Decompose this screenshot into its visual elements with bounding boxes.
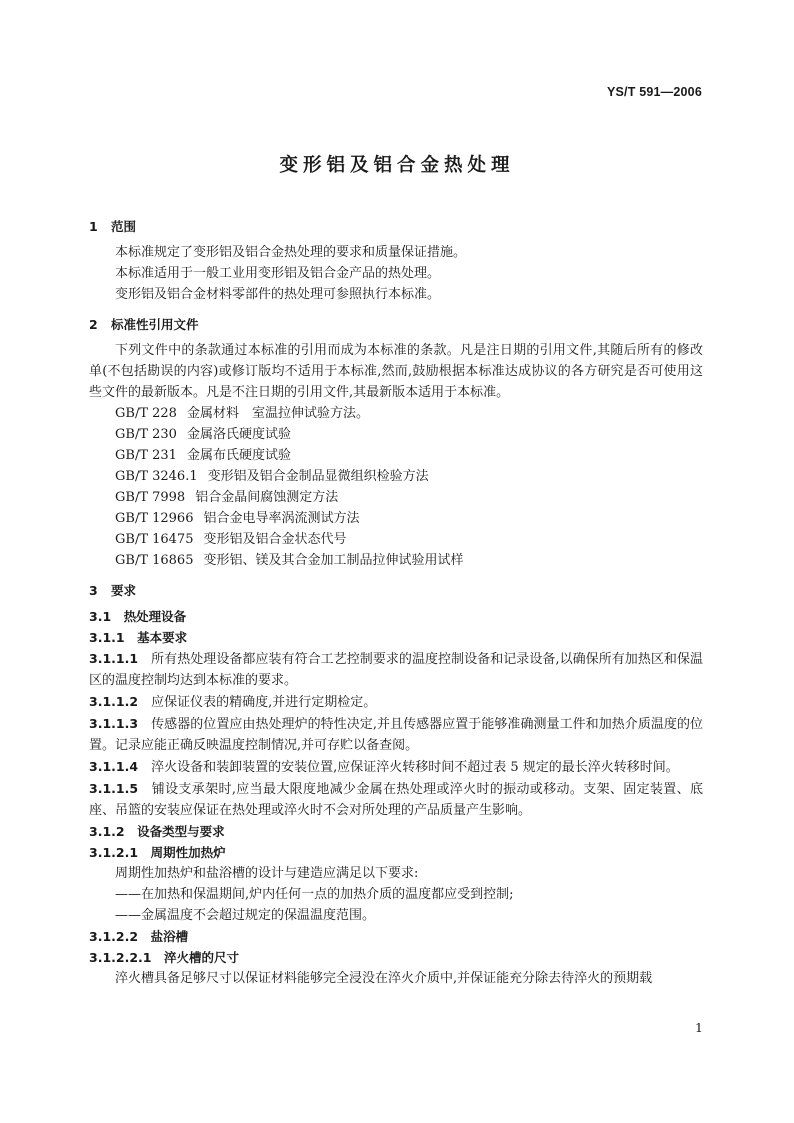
reference-item: GB/T 12966 铝合金电导率涡流测试方法 <box>115 511 360 526</box>
section-3-1-2-2-heading: 3.1.2.2 盐浴槽 <box>89 929 189 944</box>
reference-item: GB/T 3246.1 变形铝及铝合金制品显微组织检验方法 <box>115 469 429 484</box>
section-3-heading: 3 要求 <box>89 583 137 598</box>
standard-code: YS/T 591—2006 <box>606 85 702 99</box>
section-3-1-2-1-heading: 3.1.2.1 周期性加热炉 <box>89 845 226 860</box>
section-3-1-heading: 3.1 热处理设备 <box>89 609 187 624</box>
reference-item: GB/T 7998 铝合金晶间腐蚀测定方法 <box>115 490 339 505</box>
reference-item: GB/T 228 金属材料 室温拉伸试验方法。 <box>115 406 369 421</box>
section-1-para-3: 变形铝及铝合金材料零部件的热处理可参照执行本标准。 <box>115 287 441 302</box>
clause-3-1-2-1-text: 周期性加热炉和盐浴槽的设计与建造应满足以下要求: <box>115 866 419 881</box>
clause-3-1-1-2: 3.1.1.2 应保证仪表的精确度,并进行定期检定。 <box>89 694 377 710</box>
clause-3-1-2-1-item-2: ——金属温度不会超过规定的保温温度范围。 <box>115 908 376 923</box>
clause-3-1-1-5: 3.1.1.5 铺设支承架时,应当最大限度地减少金属在热处理或淬火时的振动或移动。支架、固定装置、底座、吊篮的安装应保证在热处理或淬火时不会对所处理的产品质量产生影响。 <box>89 781 703 818</box>
section-3-1-2-2-1-heading: 3.1.2.2.1 淬火槽的尺寸 <box>89 950 240 965</box>
section-3-1-1-heading: 3.1.1 基本要求 <box>89 630 188 645</box>
reference-item: GB/T 16865 变形铝、镁及其合金加工制品拉伸试验用试样 <box>115 553 464 568</box>
clause-3-1-2-1-item-1: ——在加热和保温期间,炉内任何一点的加热介质的温度都应受到控制; <box>115 887 514 902</box>
section-2-heading: 2 标准性引用文件 <box>89 317 199 332</box>
document-body <box>89 216 703 989</box>
clause-3-1-1-4: 3.1.1.4 淬火设备和装卸装置的安装位置,应保证淬火转移时间不超过表 5 规定的最长淬火转移时间。 <box>89 759 679 775</box>
reference-item: GB/T 231 金属布氏硬度试验 <box>115 448 291 463</box>
page-title: 变形铝及铝合金热处理 <box>279 155 515 176</box>
section-1-para-2: 本标准适用于一般工业用变形铝及铝合金产品的热处理。 <box>115 266 441 281</box>
clause-3-1-1-3: 3.1.1.3 传感器的位置应由热处理炉的特性决定,并且传感器应置于能够准确测量工件和加热介质温度的位置。记录应能正确反映温度控制情况,并可存贮以备查阅。 <box>89 716 703 753</box>
reference-item: GB/T 230 金属洛氏硬度试验 <box>115 427 291 442</box>
section-1-heading: 1 范围 <box>89 219 137 234</box>
section-2-intro: 下列文件中的条款通过本标准的引用而成为本标准的条款。凡是注日期的引用文件,其随后所有的修改单(不包括勘误的内容)或修订版均不适用于本标准,然而,鼓励根据本标准达成协议的各方研究是否可使用这些文件的最新版本。凡是不注日期的引用文件,其最新版本适用于本标准。 <box>89 343 703 400</box>
page-number: 1 <box>695 1020 703 1035</box>
section-3-1-2-heading: 3.1.2 设备类型与要求 <box>89 824 225 839</box>
section-1-para-1: 本标准规定了变形铝及铝合金热处理的要求和质量保证措施。 <box>115 245 467 260</box>
reference-list <box>89 403 703 571</box>
clause-3-1-1-1: 3.1.1.1 所有热处理设备都应装有符合工艺控制要求的温度控制设备和记录设备,以确保所有加热区和保温区的温度控制均达到本标准的要求。 <box>89 651 703 688</box>
clause-3-1-2-2-1-text: 淬火槽具备足够尺寸以保证材料能够完全浸没在淬火介质中,并保证能充分除去待淬火的预期载 <box>115 971 653 986</box>
reference-item: GB/T 16475 变形铝及铝合金状态代号 <box>115 532 347 547</box>
